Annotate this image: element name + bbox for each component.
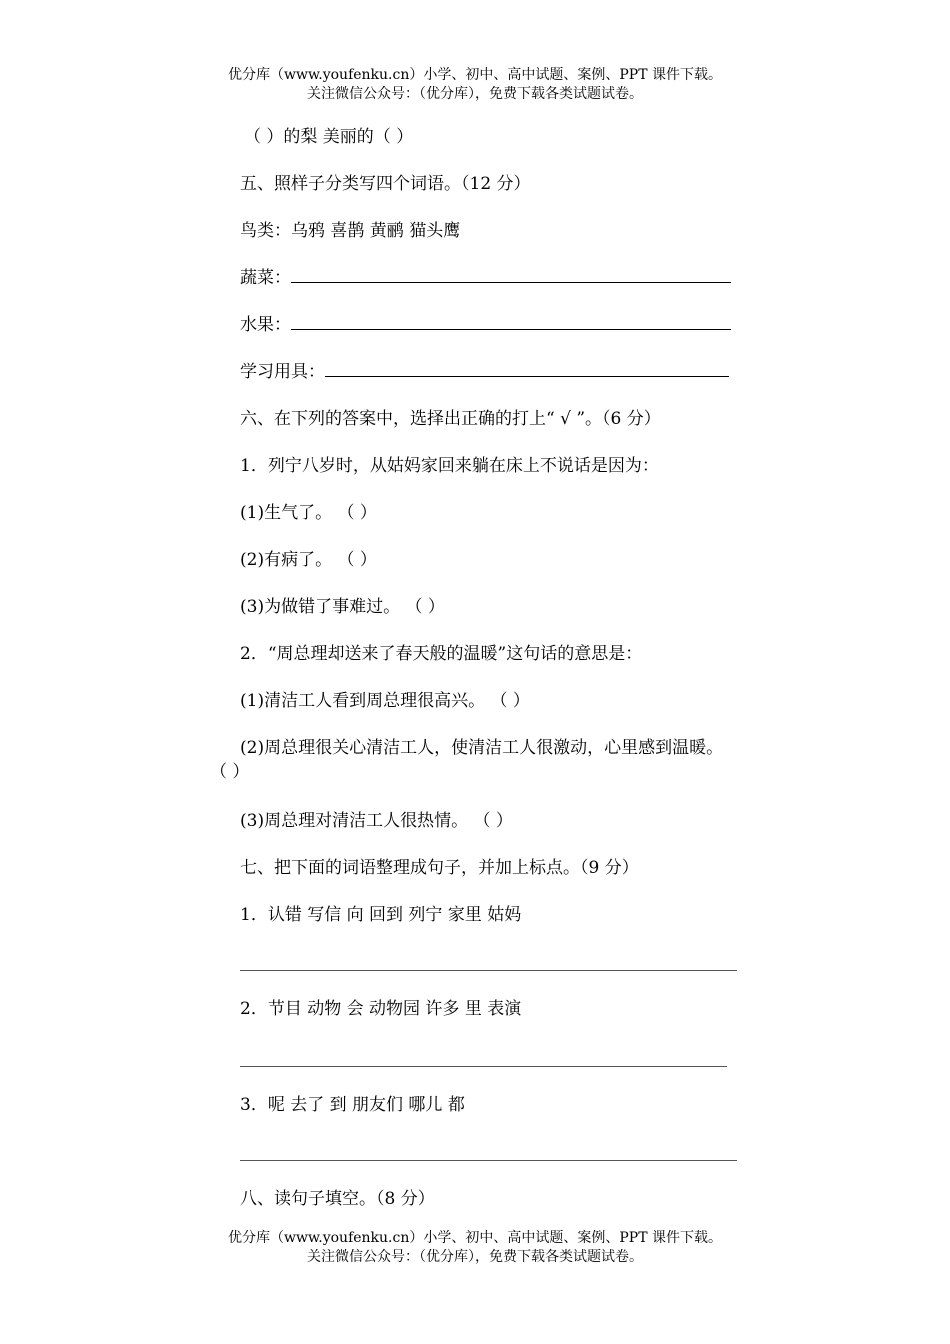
- stationery-row: [240, 361, 729, 383]
- stationery-answer-blank[interactable]: [325, 362, 729, 377]
- q6-1-option-2: (2)有病了。 （ ）: [240, 550, 377, 570]
- q7-3-answer-line[interactable]: [240, 1160, 737, 1161]
- vegetables-answer-blank[interactable]: [291, 268, 731, 283]
- q6-2-option-3: (3)周总理对清洁工人很热情。 （ ）: [240, 811, 513, 831]
- vegetables-label: 蔬菜：: [240, 268, 291, 288]
- footer-line-1: 优分库（www.youfenku.cn）小学、初中、高中试题、案例、PPT 课件下载。: [227, 1230, 722, 1246]
- q6-1-option-3: (3)为做错了事难过。 （ ）: [240, 597, 445, 617]
- vegetables-row: [240, 267, 731, 289]
- fruits-label: 水果：: [240, 315, 291, 335]
- fruits-answer-blank[interactable]: [291, 315, 731, 330]
- header-line-2: 关注微信公众号：（优分库），免费下载各类试题试卷。: [307, 86, 643, 102]
- q6-2-option-1: (1)清洁工人看到周总理很高兴。 （ ）: [240, 691, 530, 711]
- question-six-1: 1．列宁八岁时，从姑妈家回来躺在床上不说话是因为：: [240, 456, 659, 476]
- section-eight-title: 八、读句子填空。（8 分）: [240, 1189, 435, 1209]
- section-five-title: 五、照样子分类写四个词语。（12 分）: [240, 174, 531, 194]
- q6-1-option-1: (1)生气了。 （ ）: [240, 503, 377, 523]
- section-six-title: 六、在下列的答案中，选择出正确的打上“ √ ”。（6 分）: [240, 409, 661, 429]
- question-seven-3: 3．呢 去了 到 朋友们 哪儿 都: [240, 1095, 465, 1115]
- q7-2-answer-line[interactable]: [240, 1066, 727, 1067]
- section-seven-title: 七、把下面的词语整理成句子，并加上标点。（9 分）: [240, 858, 639, 878]
- footer-line-2: 关注微信公众号：（优分库），免费下载各类试题试卷。: [307, 1249, 643, 1265]
- q7-1-answer-line[interactable]: [240, 970, 737, 971]
- q6-2-option-2-bracket: （ ）: [210, 762, 250, 782]
- question-seven-2: 2．节目 动物 会 动物园 许多 里 表演: [240, 999, 522, 1019]
- example-birds: 鸟类：乌鸦 喜鹊 黄鹂 猫头鹰: [240, 221, 461, 241]
- stationery-label: 学习用具：: [240, 362, 325, 382]
- header-line-1: 优分库（www.youfenku.cn）小学、初中、高中试题、案例、PPT 课件下载。: [227, 67, 722, 83]
- page-header: [0, 66, 950, 104]
- question-seven-1: 1．认错 写信 向 回到 列宁 家里 姑妈: [240, 905, 522, 925]
- fill-in-line-pear: （ ）的梨 美丽的（ ）: [244, 127, 414, 147]
- fruits-row: [240, 314, 731, 336]
- q6-2-option-2: (2)周总理很关心清洁工人，使清洁工人很激动，心里感到温暖。: [240, 738, 724, 758]
- question-six-2: 2．“周总理却送来了春天般的温暖”这句话的意思是：: [240, 644, 643, 664]
- page-footer: [0, 1229, 950, 1267]
